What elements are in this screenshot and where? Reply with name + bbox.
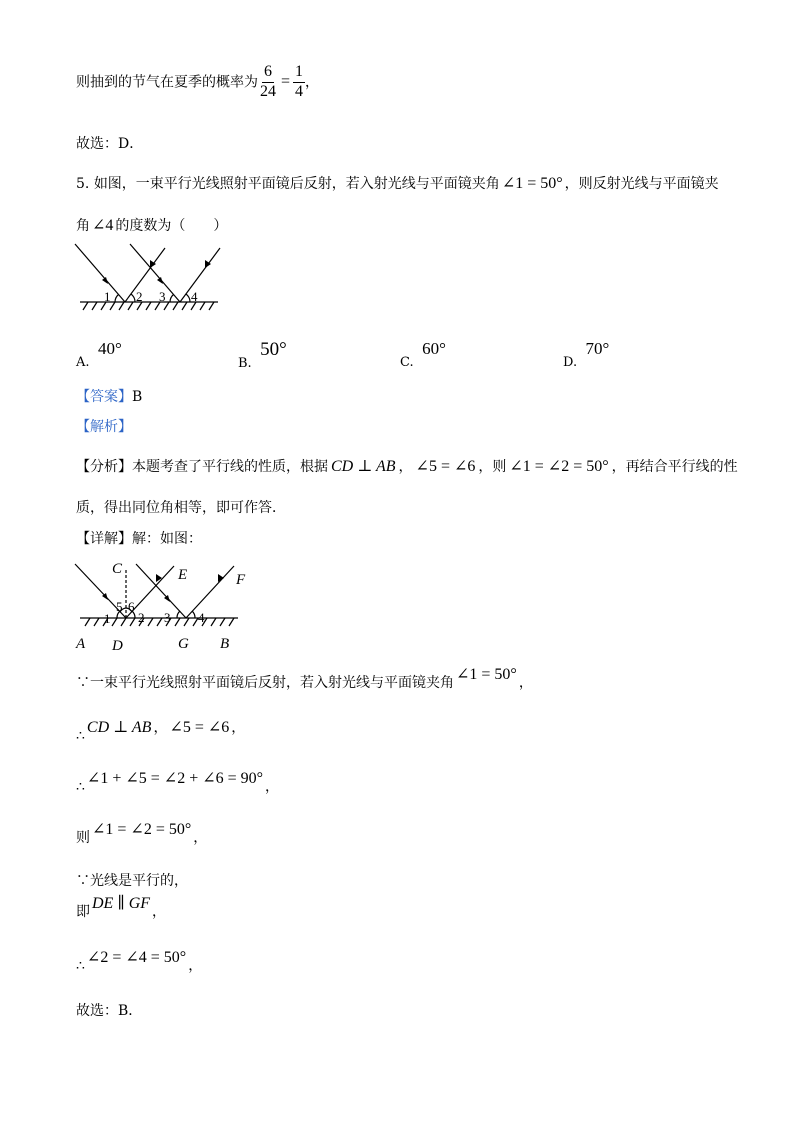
- fraction-denominator: 4: [295, 82, 304, 100]
- angle-label-3: 3: [164, 610, 171, 625]
- step-text: ∴: [76, 958, 85, 974]
- answer-line: [76, 390, 142, 404]
- angle-label-6: 6: [128, 599, 135, 614]
- step-4: [76, 821, 208, 846]
- perpendicular-expression: CD ⊥ AB: [331, 458, 396, 475]
- detail-tag: 【详解】: [76, 531, 132, 547]
- angle-arc-3: [177, 611, 180, 618]
- fenxi-text: ，再结合平行线的性: [611, 459, 738, 475]
- question-number: 5.: [76, 176, 90, 192]
- angle-arc-4: [186, 294, 190, 302]
- comma: ，: [193, 830, 208, 846]
- angle-equality: ∠1 = ∠2 = 50°: [509, 458, 609, 475]
- step-6: [76, 895, 167, 920]
- fraction-numerator: 6: [262, 64, 274, 83]
- question-text: 的度数为（ ）: [115, 218, 228, 234]
- point-label-g: G: [178, 636, 189, 652]
- angle-label-5: 5: [116, 599, 123, 614]
- detail-text: 解：如图：: [132, 531, 202, 547]
- option-d[interactable]: [563, 339, 610, 370]
- option-label: D.: [563, 355, 578, 370]
- angle-expression: ∠1 = 50°: [501, 175, 563, 192]
- point-label-c: C: [112, 561, 123, 577]
- step-text: 则: [76, 830, 90, 846]
- comma: ，: [265, 779, 280, 795]
- option-value: 60°: [422, 339, 446, 358]
- labeled-mirror-figure: [70, 556, 270, 656]
- reflected-ray-2: [180, 248, 220, 302]
- fraction-6-24: [258, 64, 278, 101]
- comma: ，: [305, 74, 320, 91]
- step-text: ∴: [76, 728, 85, 744]
- angle-label-1: 1: [104, 611, 111, 626]
- comma: ，: [152, 904, 167, 920]
- angle-label-3: 3: [159, 289, 166, 304]
- point-label-d: D: [112, 638, 123, 654]
- comma: ，: [153, 720, 168, 736]
- fenxi-text: 本题考查了平行线的性质，根据: [132, 459, 328, 475]
- question-text: 角: [76, 218, 90, 234]
- choice-line-2: 故选：B．: [76, 1003, 143, 1019]
- angle-arc-2: [131, 294, 135, 302]
- step-math: CD ⊥ AB: [86, 719, 152, 736]
- choice-line-1: 故选：D．: [76, 136, 144, 152]
- question-line-1: [76, 176, 719, 192]
- option-label: A.: [76, 355, 90, 370]
- step-5: ∵光线是平行的，: [76, 873, 188, 889]
- answer-tag: 【答案】: [76, 389, 132, 405]
- incident-ray-1: [75, 244, 125, 302]
- step-1: [76, 666, 533, 691]
- angle-label-2: 2: [138, 610, 145, 625]
- comma: ，: [231, 720, 246, 736]
- fenxi-text: ，则: [478, 459, 507, 475]
- comma: ，: [188, 958, 203, 974]
- point-label-a: A: [76, 636, 86, 652]
- option-label: C.: [400, 355, 414, 370]
- step-math: DE ∥ GF: [92, 895, 151, 912]
- step-text: ∴: [76, 779, 85, 795]
- point-label-e: E: [178, 567, 188, 583]
- fraction-numerator: 1: [293, 64, 305, 83]
- angle-expression: ∠4: [92, 217, 114, 234]
- angle-label-2: 2: [136, 289, 143, 304]
- point-label-b: B: [220, 636, 230, 652]
- step-3: [76, 770, 280, 795]
- angle-label-4: 4: [198, 610, 205, 625]
- question-text: ，则反射光线与平面镜夹: [564, 176, 719, 192]
- option-value: 40°: [97, 339, 122, 358]
- probability-line: [76, 64, 319, 101]
- reflected-ray-GF: [186, 566, 234, 618]
- step-math: ∠2 = ∠4 = 50°: [86, 949, 187, 966]
- angle-label-4: 4: [191, 289, 198, 304]
- angle-arc-3: [170, 295, 174, 303]
- step-math: ∠1 = ∠2 = 50°: [92, 821, 192, 838]
- answer-value: B: [132, 389, 143, 405]
- step-text: ∵一束平行光线照射平面镜后反射，若入射光线与平面镜夹角: [76, 675, 454, 691]
- fenxi-tag: 【分析】: [76, 459, 132, 475]
- fraction-denominator: 24: [260, 82, 276, 100]
- fenxi-line-2: 质，得出同位角相等，即可作答．: [76, 500, 286, 516]
- question-line-2: [76, 218, 227, 234]
- comma: ，: [398, 459, 413, 475]
- option-c[interactable]: [400, 339, 446, 370]
- equals-sign: =: [281, 73, 291, 91]
- point-label-f: F: [236, 572, 246, 588]
- angle-arc-1: [115, 295, 119, 303]
- fraction-1-4: [293, 64, 305, 101]
- angle-label-1: 1: [104, 289, 111, 304]
- step-math: ∠5 = ∠6: [169, 719, 230, 736]
- probability-text: 则抽到的节气在夏季的概率为: [76, 74, 258, 91]
- step-2: [76, 719, 246, 744]
- option-b[interactable]: [238, 339, 287, 371]
- option-a[interactable]: [76, 339, 122, 370]
- option-label: B.: [238, 356, 252, 371]
- step-math: ∠1 = 50°: [456, 666, 517, 683]
- question-text: 如图，一束平行光线照射平面镜后反射，若入射光线与平面镜夹角: [93, 176, 500, 192]
- step-text: 即: [76, 904, 90, 920]
- analysis-tag: 【解析】: [76, 419, 132, 435]
- option-value: 70°: [585, 339, 610, 358]
- step-math: ∠1 + ∠5 = ∠2 + ∠6 = 90°: [86, 770, 264, 787]
- step-7: [76, 949, 203, 974]
- fenxi-line-1: [76, 459, 738, 475]
- angle-arc-4: [192, 611, 195, 618]
- comma: ，: [518, 675, 533, 691]
- detail-line: [76, 532, 202, 546]
- angle-equality: ∠5 = ∠6: [415, 458, 476, 475]
- option-value: 50°: [260, 339, 287, 360]
- mirror-figure: [70, 240, 230, 315]
